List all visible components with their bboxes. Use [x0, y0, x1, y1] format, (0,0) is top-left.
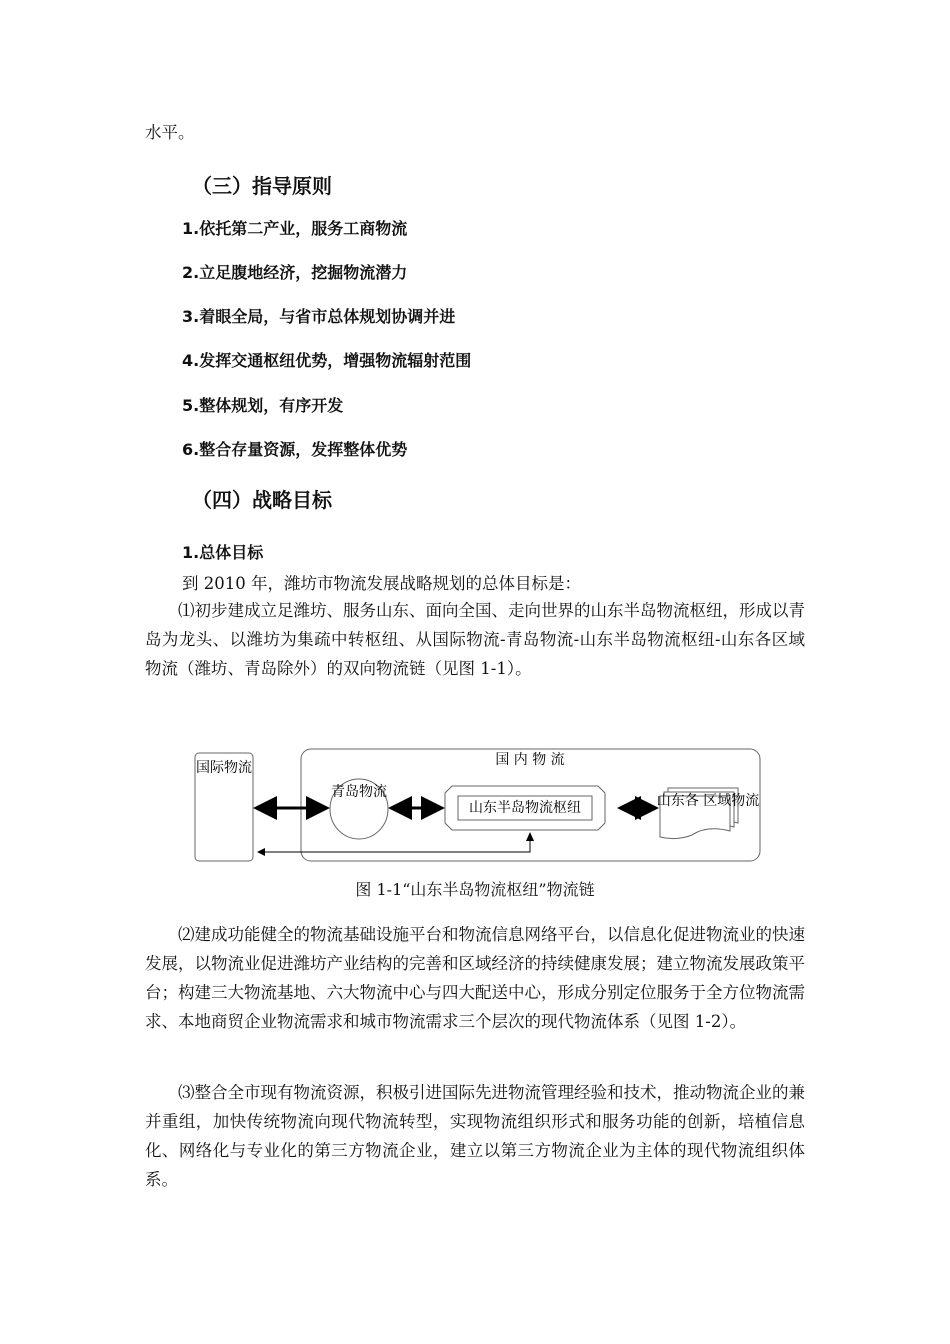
principle-item: 2.立足腹地经济，挖掘物流潜力 [182, 263, 408, 282]
principle-item: 1.依托第二产业，服务工商物流 [182, 219, 408, 238]
hub-label: 山东半岛物流枢纽 [469, 800, 581, 816]
international-label: 国际物流 [196, 760, 252, 776]
logistics-chain-diagram [190, 745, 770, 870]
figure-caption: 图 1-1“山东半岛物流枢纽”物流链 [355, 880, 595, 899]
section-heading-goals: （四）战略目标 [192, 488, 332, 512]
principle-item: 3.着眼全局，与省市总体规划协调并进 [182, 307, 456, 326]
goal-paragraph-3: ⑶整合全市现有物流资源，积极引进国际先进物流管理经验和技术，推动物流企业的兼并重组，加快传统物流向现代物流转型，实现物流组织形式和服务功能的创新，培植信息化、网络化与专业化的第三方物流企业，建立以第三方物流企业为主体的现代物流组织体系。 [145, 1083, 805, 1189]
goal-intro: 到 2010 年，潍坊市物流发展战略规划的总体目标是： [182, 574, 581, 593]
return-path [258, 837, 530, 852]
subheading-overall-goal: 1.总体目标 [182, 543, 264, 562]
qingdao-label: 青岛物流 [331, 784, 387, 800]
principle-item: 5.整体规划，有序开发 [182, 396, 344, 415]
regions-label: 山东各 区域物流 [656, 793, 760, 809]
principle-item: 6.整合存量资源，发挥整体优势 [182, 440, 408, 459]
goal-paragraph-2: ⑵建成功能健全的物流基础设施平台和物流信息网络平台，以信息化促进物流业的快速发展，以物流业促进潍坊产业结构的完善和区域经济的持续健康发展；建立物流发展政策平台；构建三大物流基地、六大物流中心与四大配送中心，形成分别定位服务于全方位物流需求、本地商贸企业物流需求和城市物流需求三个层次的现代物流体系（见图 1-2）。 [145, 925, 805, 1031]
return-arrowhead-up [526, 832, 534, 841]
continuation-text: 水平。 [145, 123, 195, 142]
goal-paragraph-1: ⑴初步建成立足潍坊、服务山东、面向全国、走向世界的山东半岛物流枢纽，形成以青岛为龙头、以潍坊为集疏中转枢纽、从国际物流-青岛物流-山东半岛物流枢纽-山东各区域物流（潍坊、青岛除外）的双向物流链（见图 1-1）。 [145, 601, 805, 678]
principle-item: 4.发挥交通枢纽优势，增强物流辐射范围 [182, 351, 472, 370]
domestic-label: 国 内 物 流 [495, 752, 565, 768]
section-heading-principles: （三）指导原则 [192, 174, 332, 198]
